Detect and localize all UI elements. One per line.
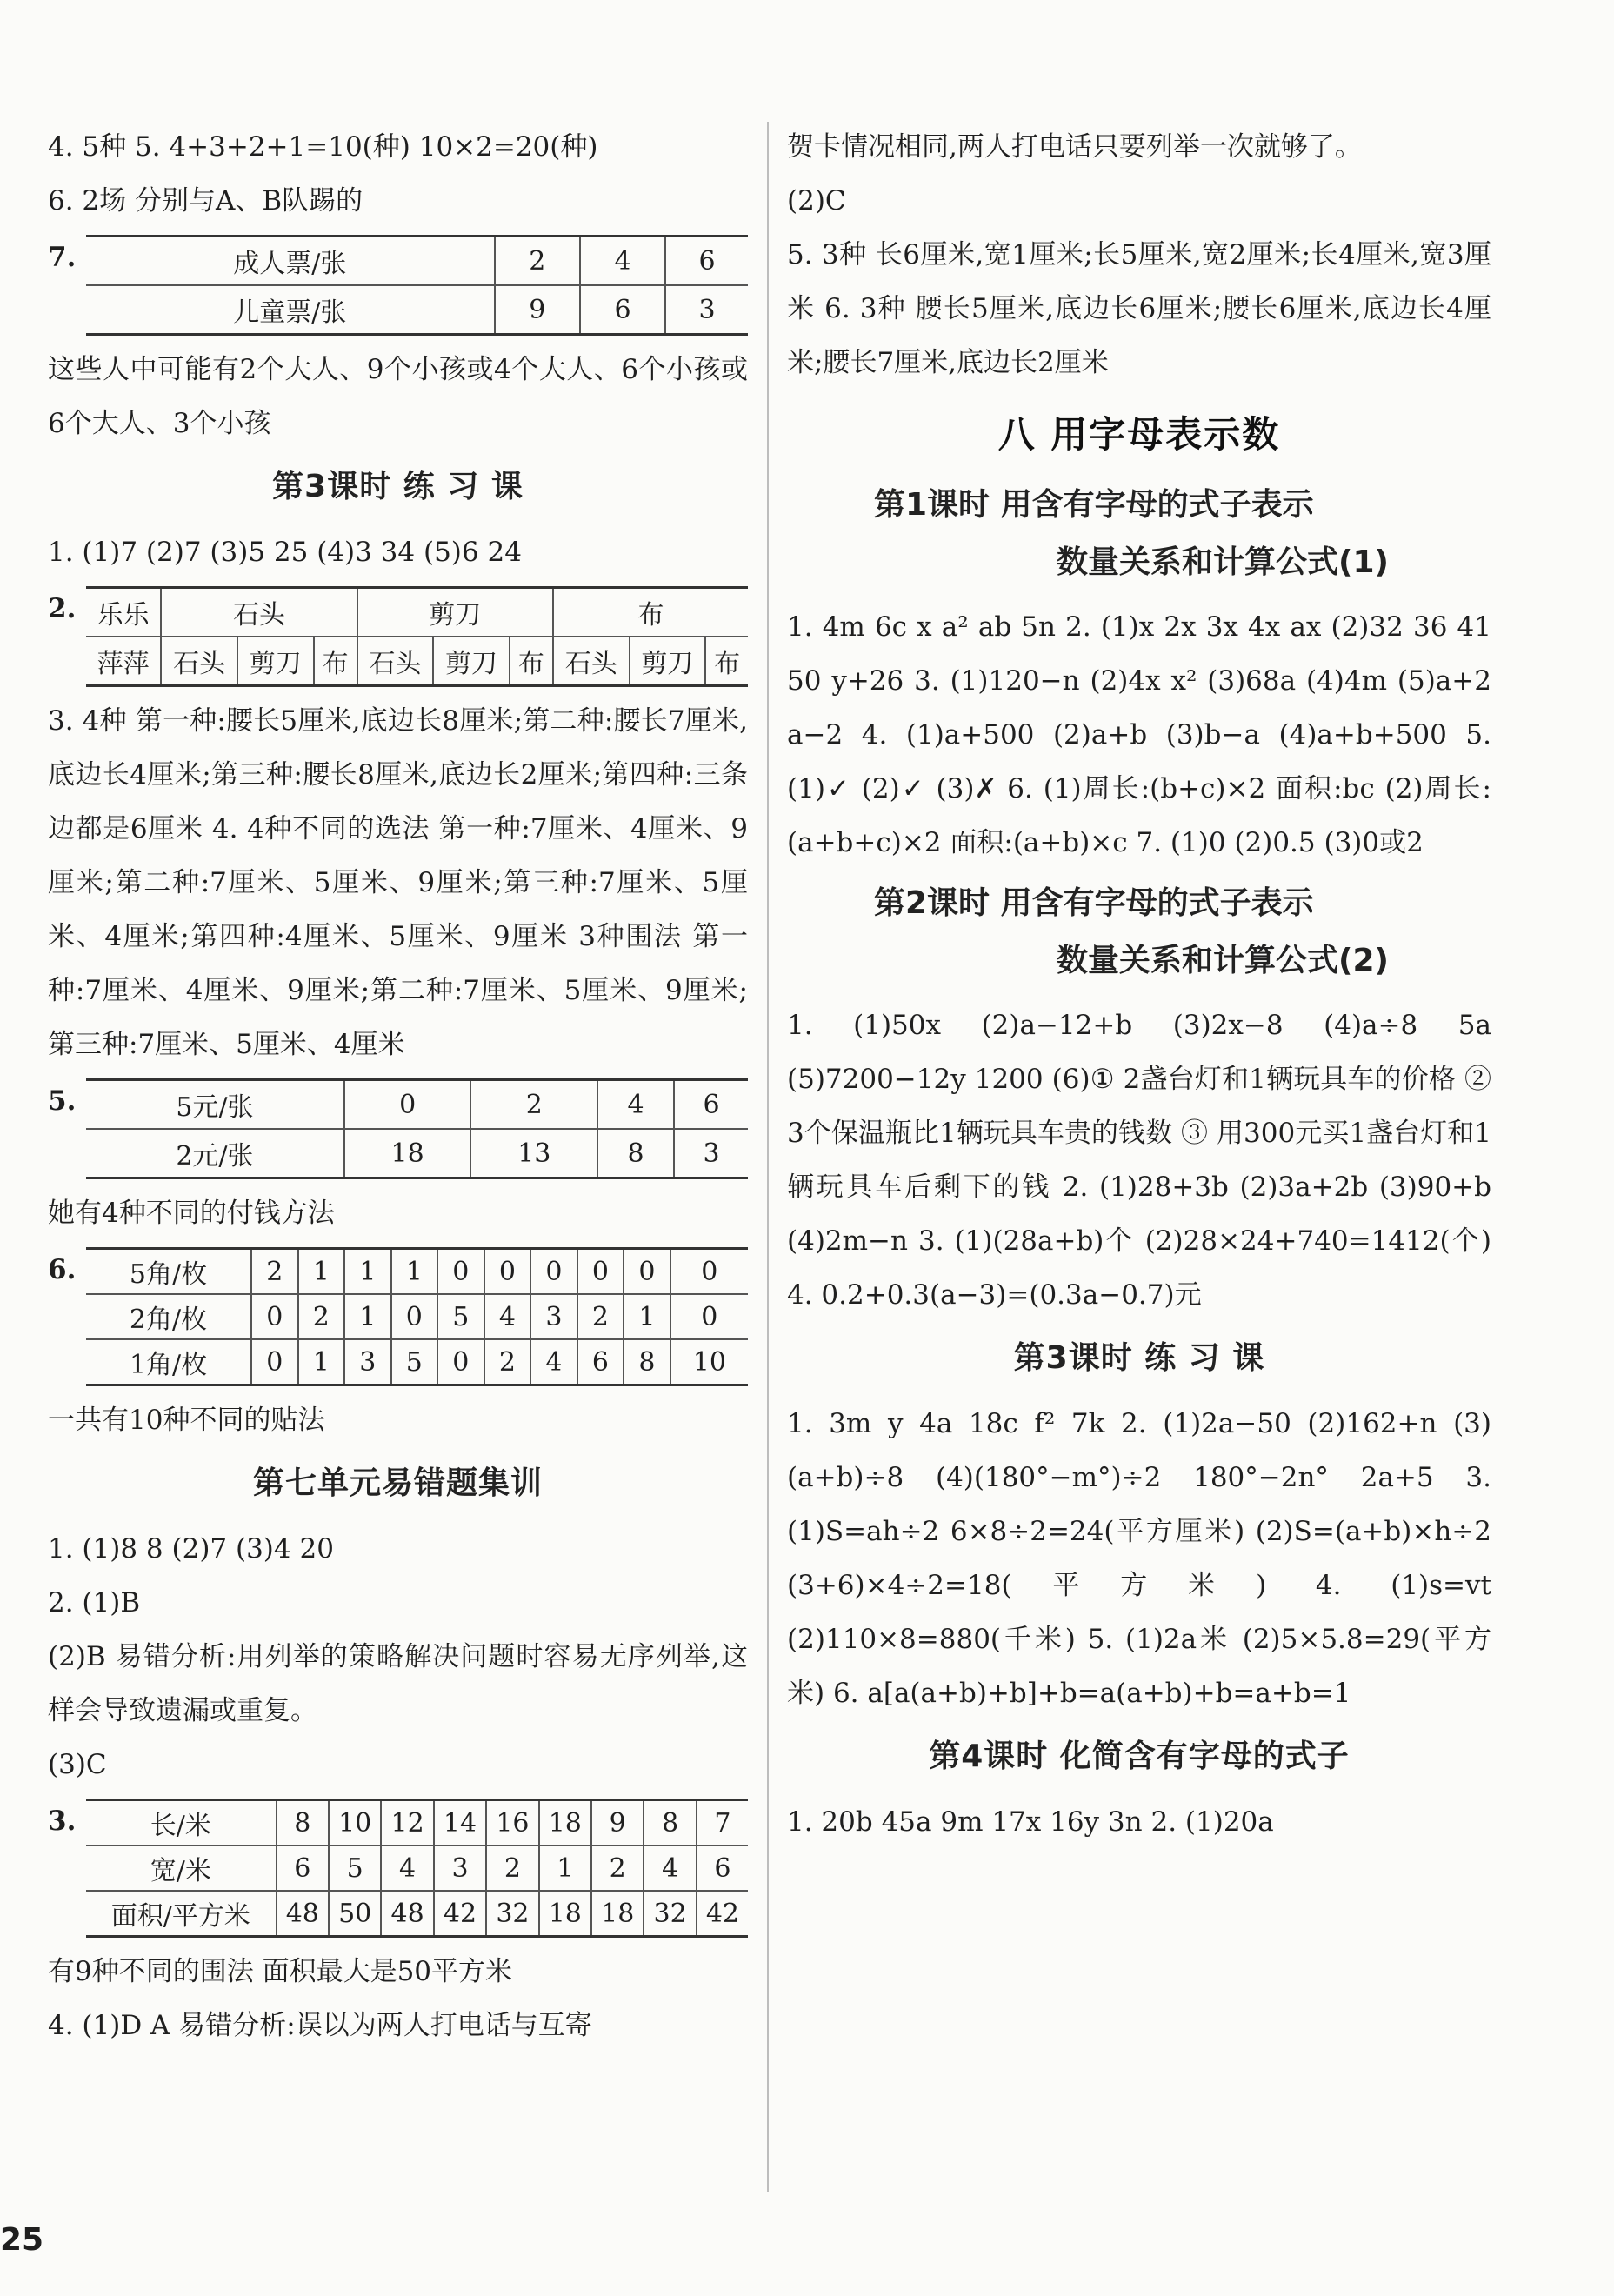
section-title-lesson1 bbox=[787, 477, 1491, 591]
table-cell: 0 bbox=[344, 1080, 471, 1130]
table-cell: 48 bbox=[277, 1891, 329, 1937]
table-cell: 4 bbox=[484, 1294, 531, 1339]
review-answer-2-1: 2. (1)B bbox=[48, 1587, 141, 1619]
table-row bbox=[86, 1339, 748, 1385]
table-cell: 1 bbox=[344, 1249, 391, 1295]
table-row bbox=[86, 1294, 748, 1339]
table-cell: 5 bbox=[391, 1339, 438, 1385]
row-header: 萍萍 bbox=[86, 637, 161, 686]
table-cell: 0 bbox=[670, 1249, 748, 1295]
table-cell: 6 bbox=[580, 285, 665, 335]
answer-5-conclusion: 她有4种不同的付钱方法 bbox=[48, 1198, 335, 1229]
table-cell: 32 bbox=[644, 1891, 696, 1937]
lesson4-answers: 1. 20b 45a 9m 17x 16y 3n 2. (1)20a bbox=[787, 1806, 1274, 1838]
table-cell: 1 bbox=[539, 1845, 591, 1891]
table-cell: 2 bbox=[486, 1845, 538, 1891]
table-cell: 4 bbox=[597, 1080, 674, 1130]
area-table bbox=[86, 1799, 748, 1938]
table-cell: 16 bbox=[486, 1800, 538, 1846]
question-number: 3. bbox=[48, 1805, 77, 1837]
review-answer-2-3: (3)C bbox=[48, 1749, 107, 1780]
table-cell: 3 bbox=[665, 285, 748, 335]
table-cell: 32 bbox=[486, 1891, 538, 1937]
table-cell: 9 bbox=[591, 1800, 644, 1846]
question-6 bbox=[48, 1247, 748, 1386]
table-row bbox=[86, 1129, 748, 1178]
section-title-line2: 数量关系和计算公式(1) bbox=[1057, 544, 1389, 580]
table-row bbox=[86, 285, 748, 335]
section-title-line1: 第2课时 用含有字母的式子表示 bbox=[874, 885, 1314, 921]
question-number: 7. bbox=[48, 242, 77, 273]
stamp-table bbox=[86, 1247, 748, 1386]
table-row bbox=[86, 1080, 748, 1130]
answer-6-conclusion: 一共有10种不同的贴法 bbox=[48, 1405, 325, 1436]
column-divider bbox=[767, 122, 769, 2192]
table-row bbox=[86, 237, 748, 286]
table-cell: 50 bbox=[329, 1891, 381, 1937]
lesson3-answers: 1. 3m y 4a 18c f² 7k 2. (1)2a−50 (2)162+n (3)(a+b)÷8 (4)(180°−m°)÷2 180°−2n° 2a+5 3. (1)S=ah÷2 6×8÷2=24(平方厘米) (2)S=(a+b)×h÷2 (3+6)×4÷2=18(平方米) 4. (1)s=vt (2)110×8=880(千米) 5. (1)2a米 (2)5×5.8=29(平方米) 6. a[a(a+b)+b]+b=a(a+b)+b=a+b=1 bbox=[787, 1408, 1491, 1709]
section-title-lesson3: 第3课时 练 习 课 bbox=[272, 469, 524, 504]
table-cell: 3 bbox=[674, 1129, 748, 1178]
row-header: 1角/枚 bbox=[86, 1339, 251, 1385]
table-cell: 12 bbox=[381, 1800, 433, 1846]
table-cell: 14 bbox=[434, 1800, 486, 1846]
table-cell: 10 bbox=[329, 1800, 381, 1846]
table-cell: 0 bbox=[251, 1294, 298, 1339]
header-cell: 石头 bbox=[161, 588, 357, 637]
row-header: 儿童票/张 bbox=[86, 285, 495, 335]
review-answer-5-6: 5. 3种 长6厘米,宽1厘米;长5厘米,宽2厘米;长4厘米,宽3厘米 6. 3种 腰长5厘米,底边长6厘米;腰长6厘米,底边长4厘米;腰长7厘米,底边长2厘米 bbox=[787, 239, 1491, 378]
table-cell: 5 bbox=[437, 1294, 484, 1339]
table-row bbox=[86, 1249, 748, 1295]
table-cell: 2 bbox=[298, 1294, 345, 1339]
section-title-lesson3-practice: 第3课时 练 习 课 bbox=[1013, 1340, 1265, 1376]
table-cell: 3 bbox=[530, 1294, 577, 1339]
chapter-title: 八 用字母表示数 bbox=[997, 413, 1281, 456]
table-cell: 1 bbox=[344, 1294, 391, 1339]
table-cell: 7 bbox=[697, 1800, 748, 1846]
answer-3-4: 3. 4种 第一种:腰长5厘米,底边长8厘米;第二种:腰长7厘米,底边长4厘米;第三种:腰长8厘米,底边长2厘米;第四种:三条边都是6厘米 4. 4种不同的选法 第一种:7厘米、4厘米、9厘米;第二种:7厘米、5厘米、9厘米;第三种:7厘米、5厘米、4厘米;第四种:4厘米、5厘米、9厘米 3种围法 第一种:7厘米、4厘米、9厘米;第二种:7厘米、5厘米、9厘米;第三种:7厘米、5厘米、4厘米 bbox=[48, 705, 748, 1060]
table-cell: 1 bbox=[624, 1294, 670, 1339]
table-cell: 42 bbox=[697, 1891, 748, 1937]
header-cell: 剪刀 bbox=[357, 588, 553, 637]
table-cell: 0 bbox=[391, 1294, 438, 1339]
answer-6: 6. 2场 分别与A、B队踢的 bbox=[48, 185, 363, 217]
payment-table bbox=[86, 1078, 748, 1179]
table-cell: 0 bbox=[484, 1249, 531, 1295]
answer-7-conclusion: 这些人中可能有2个大人、9个小孩或4个大人、6个小孩或6个大人、3个小孩 bbox=[48, 354, 748, 439]
table-cell: 布 bbox=[705, 637, 748, 686]
table-cell: 18 bbox=[591, 1891, 644, 1937]
table-cell: 0 bbox=[530, 1249, 577, 1295]
row-header: 面积/平方米 bbox=[86, 1891, 277, 1937]
table-cell: 2 bbox=[591, 1845, 644, 1891]
review-answer-1: 1. (1)8 8 (2)7 (3)4 20 bbox=[48, 1533, 334, 1565]
ticket-table bbox=[86, 235, 748, 336]
table-cell: 13 bbox=[470, 1129, 597, 1178]
table-cell: 8 bbox=[644, 1800, 696, 1846]
table-row bbox=[86, 1891, 748, 1937]
left-column bbox=[48, 120, 748, 2052]
table-cell: 48 bbox=[381, 1891, 433, 1937]
row-header: 宽/米 bbox=[86, 1845, 277, 1891]
table-cell: 0 bbox=[437, 1339, 484, 1385]
section-title-line1: 第1课时 用含有字母的式子表示 bbox=[874, 487, 1314, 523]
table-cell: 0 bbox=[251, 1339, 298, 1385]
table-cell: 10 bbox=[670, 1339, 748, 1385]
table-row bbox=[86, 1845, 748, 1891]
table-cell: 4 bbox=[580, 237, 665, 286]
table-cell: 4 bbox=[530, 1339, 577, 1385]
table-cell: 4 bbox=[644, 1845, 696, 1891]
review-answer-4-cont: 贺卡情况相同,两人打电话只要列举一次就够了。 bbox=[787, 131, 1362, 163]
table-cell: 0 bbox=[437, 1249, 484, 1295]
question-2 bbox=[48, 586, 748, 687]
table-cell: 1 bbox=[391, 1249, 438, 1295]
row-header: 5角/枚 bbox=[129, 1259, 208, 1290]
table-cell: 2 bbox=[495, 237, 580, 286]
question-number: 2. bbox=[48, 593, 77, 624]
row-header: 5元/张 bbox=[176, 1092, 254, 1123]
review-answer-2-2: (2)B 易错分析:用列举的策略解决问题时容易无序列举,这样会导致遗漏或重复。 bbox=[48, 1641, 748, 1726]
answer-4-5: 4. 5种 5. 4+3+2+1=10(种) 10×2=20(种) bbox=[48, 131, 598, 163]
header-cell: 布 bbox=[553, 588, 748, 637]
page-number: 25 bbox=[0, 2222, 44, 2258]
review-answer-4: 4. (1)D A 易错分析:误以为两人打电话与互寄 bbox=[48, 2010, 592, 2041]
table-cell: 3 bbox=[344, 1339, 391, 1385]
review-question-3 bbox=[48, 1799, 748, 1938]
table-row bbox=[86, 637, 748, 686]
table-cell: 3 bbox=[434, 1845, 486, 1891]
review-answer-3-conclusion: 有9种不同的围法 面积最大是50平方米 bbox=[48, 1956, 513, 1987]
table-cell: 6 bbox=[674, 1080, 748, 1130]
right-column bbox=[787, 120, 1491, 1849]
lesson2-answers: 1. (1)50x (2)a−12+b (3)2x−8 (4)a÷8 5a (5)7200−12y 1200 (6)① 2盏台灯和1辆玩具车的价格 ② 3个保温瓶比1辆玩具车贵的钱数 ③ 用300元买1盏台灯和1辆玩具车后剩下的钱 2. (1)28+3b (2)3a+2b (3)90+b (4)2m−n 3. (1)(28a+b)个 (2)28×24+740=1412(个) 4. 0.2+0.3(a−3)=(0.3a−0.7)元 bbox=[787, 1010, 1491, 1311]
table-cell: 6 bbox=[665, 237, 748, 286]
table-cell: 剪刀 bbox=[630, 637, 706, 686]
table-cell: 8 bbox=[597, 1129, 674, 1178]
section-title-line2: 数量关系和计算公式(2) bbox=[1057, 943, 1389, 978]
table-cell: 6 bbox=[577, 1339, 624, 1385]
table-cell: 4 bbox=[381, 1845, 433, 1891]
question-7 bbox=[48, 235, 748, 336]
table-cell: 石头 bbox=[161, 637, 237, 686]
question-number: 6. bbox=[48, 1254, 77, 1285]
table-cell: 18 bbox=[344, 1129, 471, 1178]
question-5 bbox=[48, 1078, 748, 1179]
table-cell: 8 bbox=[624, 1339, 670, 1385]
table-cell: 2 bbox=[470, 1080, 597, 1130]
table-cell: 布 bbox=[314, 637, 357, 686]
table-cell: 6 bbox=[697, 1845, 748, 1891]
header-cell: 乐乐 bbox=[97, 600, 150, 631]
table-cell: 5 bbox=[329, 1845, 381, 1891]
table-cell: 18 bbox=[539, 1891, 591, 1937]
table-cell: 0 bbox=[670, 1294, 748, 1339]
table-cell: 2 bbox=[577, 1294, 624, 1339]
table-cell: 0 bbox=[577, 1249, 624, 1295]
question-number: 5. bbox=[48, 1085, 77, 1117]
row-header: 2元/张 bbox=[86, 1129, 344, 1178]
table-cell: 18 bbox=[539, 1800, 591, 1846]
table-cell: 剪刀 bbox=[433, 637, 510, 686]
table-header-row bbox=[86, 588, 748, 637]
table-cell: 剪刀 bbox=[237, 637, 314, 686]
table-cell: 2 bbox=[251, 1249, 298, 1295]
table-cell: 9 bbox=[495, 285, 580, 335]
table-cell: 0 bbox=[624, 1249, 670, 1295]
table-cell: 2 bbox=[484, 1339, 531, 1385]
answer-1: 1. (1)7 (2)7 (3)5 25 (4)3 34 (5)6 24 bbox=[48, 537, 522, 568]
row-header: 成人票/张 bbox=[233, 249, 347, 279]
table-cell: 1 bbox=[298, 1249, 345, 1295]
rock-paper-scissors-table bbox=[86, 586, 748, 687]
table-cell: 6 bbox=[277, 1845, 329, 1891]
lesson1-answers: 1. 4m 6c x a² ab 5n 2. (1)x 2x 3x 4x ax (2)32 36 41 50 y+26 3. (1)120−n (2)4x x² (3)68a (4)4m (5)a+2 a−2 4. (1)a+500 (2)a+b (3)b−a (4)a+b+500 5. (1)✓ (2)✓ (3)✗ 6. (1)周长:(b+c)×2 面积:bc (2)周长:(a+b+c)×2 面积:(a+b)×c 7. (1)0 (2)0.5 (3)0或2 bbox=[787, 611, 1491, 858]
row-header: 2角/枚 bbox=[86, 1294, 251, 1339]
table-cell: 1 bbox=[298, 1339, 345, 1385]
table-cell: 42 bbox=[434, 1891, 486, 1937]
section-title-lesson2 bbox=[787, 875, 1491, 990]
row-header: 长/米 bbox=[150, 1811, 211, 1841]
table-cell: 8 bbox=[277, 1800, 329, 1846]
table-row bbox=[86, 1800, 748, 1846]
table-cell: 布 bbox=[510, 637, 553, 686]
table-cell: 石头 bbox=[553, 637, 630, 686]
section-title-lesson4: 第4课时 化简含有字母的式子 bbox=[929, 1739, 1350, 1774]
table-cell: 石头 bbox=[357, 637, 434, 686]
section-title-unit7-review: 第七单元易错题集训 bbox=[252, 1465, 543, 1501]
review-answer-4-2: (2)C bbox=[787, 185, 846, 217]
